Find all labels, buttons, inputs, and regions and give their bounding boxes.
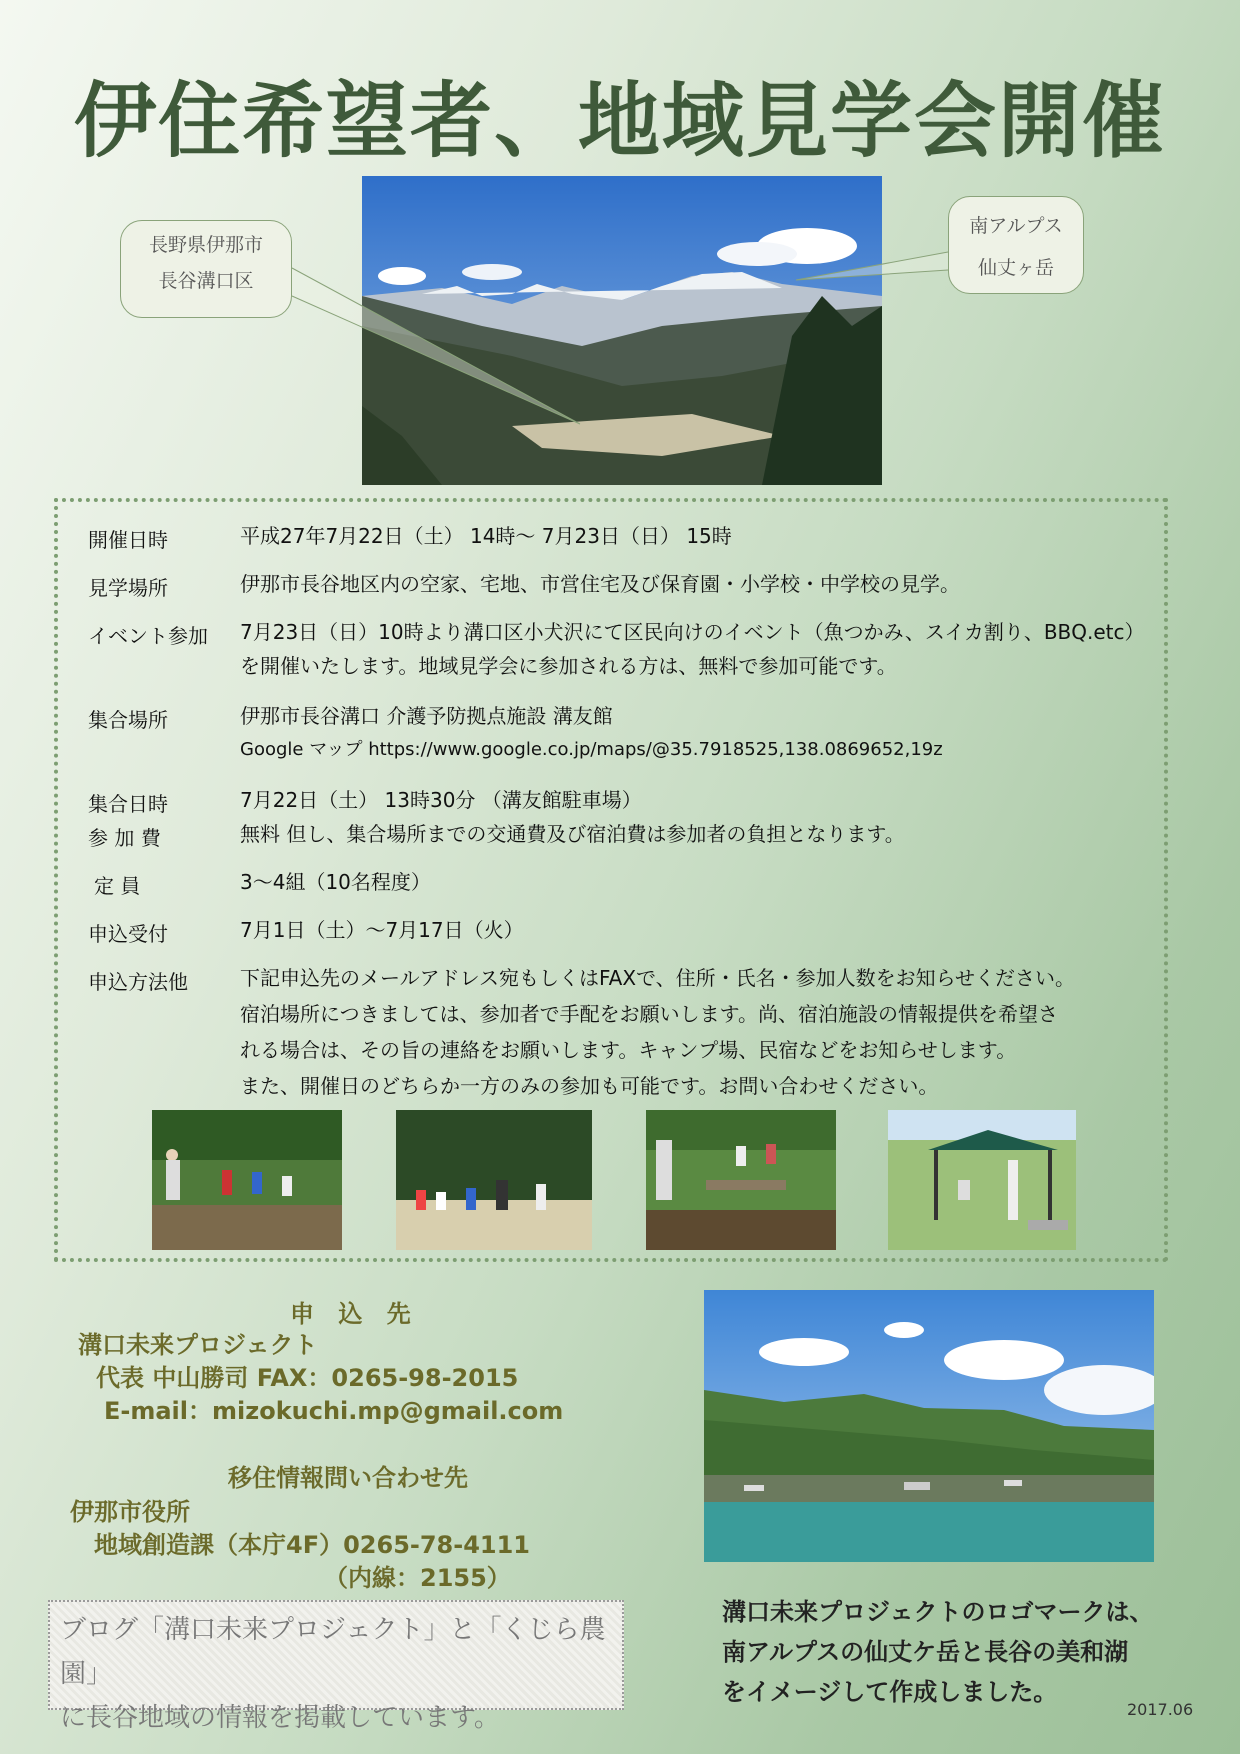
logo-note: [722, 1592, 1154, 1712]
detail-text: 7月1日（土）～7月17日（火）: [240, 918, 524, 942]
detail-text: 下記申込先のメールアドレス宛もしくはFAXで、住所・氏名・参加人数をお知らせください。: [240, 966, 1076, 990]
mountain-callout: [948, 196, 1084, 294]
activity-photo: [396, 1110, 592, 1250]
detail-label: 申込方法他: [88, 970, 188, 994]
detail-label: 集合日時: [88, 792, 168, 816]
detail-label: イベント参加: [88, 624, 208, 648]
logo-note-line: をイメージして作成しました。: [722, 1678, 1058, 1706]
detail-label: 見学場所: [88, 576, 168, 600]
detail-text: れる場合は、その旨の連絡をお願いします。キャンプ場、民宿などをお知らせします。: [240, 1038, 1017, 1062]
blog-line: に長谷地域の情報を掲載しています。: [60, 1703, 500, 1733]
location-callout: [120, 220, 292, 318]
detail-text: 平成27年7月22日（土） 14時～ 7月23日（日） 15時: [240, 524, 732, 548]
inquiry-office: 伊那市役所: [70, 1498, 190, 1526]
contact-heading: 申 込 先: [290, 1300, 419, 1328]
detail-label: 参 加 費: [88, 826, 161, 850]
callout-line: 南アルプス: [969, 215, 1063, 237]
blog-note: [48, 1600, 624, 1733]
detail-text: を開催いたします。地域見学会に参加される方は、無料で参加可能です。: [240, 654, 897, 678]
inquiry-dept-phone: 地域創造課（本庁4F）0265-78-4111: [94, 1531, 531, 1559]
detail-text: 7月22日（土） 13時30分 （溝友館駐車場）: [240, 788, 642, 812]
detail-label: 開催日時: [88, 528, 168, 552]
detail-text: また、開催日のどちらか一方のみの参加も可能です。お問い合わせください。: [240, 1074, 939, 1098]
mountain-photo: [362, 176, 882, 485]
detail-text: 宿泊場所につきましては、参加者で手配をお願いします。尚、宿泊施設の情報提供を希望さ: [240, 1002, 1058, 1026]
activity-photo: [646, 1110, 836, 1250]
callout-line: 仙丈ヶ岳: [977, 257, 1054, 279]
detail-label: 申込受付: [88, 922, 168, 946]
blog-line: ブログ「溝口未来プロジェクト」と「くじら農園」: [60, 1615, 606, 1689]
detail-label: 定 員: [94, 874, 141, 898]
callout-line: 長野県伊那市: [148, 234, 263, 256]
activity-photo: [888, 1110, 1076, 1250]
publish-date: 2017.06: [1127, 1700, 1194, 1719]
inquiry-extension: （内線：2155）: [324, 1564, 511, 1592]
page-title: 伊住希望者、地域見学会開催: [73, 74, 1166, 169]
lake-photo: [704, 1290, 1154, 1562]
callout-line: 長谷溝口区: [158, 270, 254, 292]
inquiry-heading: 移住情報問い合わせ先: [228, 1464, 468, 1492]
logo-note-line: 溝口未来プロジェクトのロゴマークは、: [722, 1598, 1154, 1626]
activity-photo: [152, 1110, 342, 1250]
logo-note-line: 南アルプスの仙丈ケ岳と長谷の美和湖: [722, 1638, 1129, 1666]
detail-text: 3～4組（10名程度）: [240, 870, 431, 894]
detail-text: 7月23日（日）10時より溝口区小犬沢にて区民向けのイベント（魚つかみ、スイカ割り、BBQ.etc）: [240, 620, 1145, 644]
detail-text: 伊那市長谷地区内の空家、宅地、市営住宅及び保育園・小学校・中学校の見学。: [240, 572, 960, 596]
contact-rep-fax: 代表 中山勝司 FAX：0265-98-2015: [96, 1364, 519, 1392]
contact-email: E-mail：mizokuchi.mp@gmail.com: [104, 1397, 564, 1425]
contact-org: 溝口未来プロジェクト: [78, 1331, 318, 1359]
detail-text: 無料 但し、集合場所までの交通費及び宿泊費は参加者の負担となります。: [240, 822, 905, 846]
detail-text: Google マップ https://www.google.co.jp/maps/@35.7918525,138.0869652,19z: [240, 739, 943, 760]
detail-label: 集合場所: [88, 708, 168, 732]
detail-text: 伊那市長谷溝口 介護予防拠点施設 溝友館: [240, 704, 613, 728]
